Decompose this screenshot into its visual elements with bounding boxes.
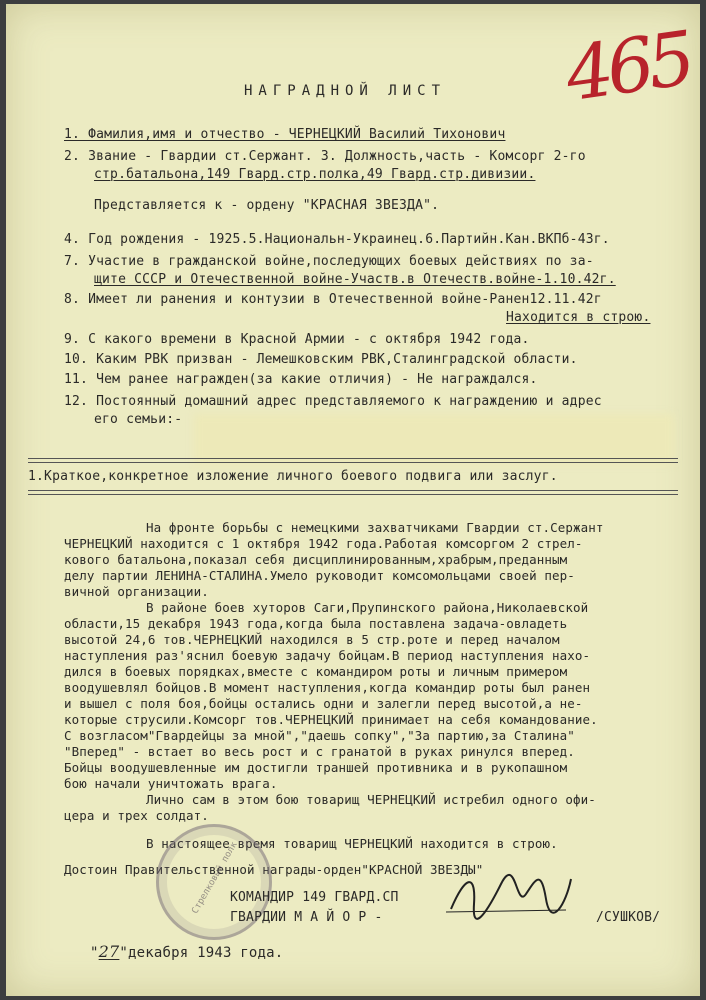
signature-line-1: КОМАНДИР 149 ГВАРД.СП bbox=[230, 890, 399, 905]
divider bbox=[28, 462, 678, 463]
narrative-line: дился в боевых порядках,вместе с командиром роты и личным примером bbox=[64, 664, 568, 679]
narrative-line: С возгласом"Гвардейцы за мной","даешь сопку","За партию,за Сталина" bbox=[64, 728, 575, 743]
field-1-name: 1. Фамилия,имя и отчество - ЧЕРНЕЦКИЙ Василий Тихонович bbox=[64, 127, 506, 142]
nomination-line: Представляется к - ордену "КРАСНАЯ ЗВЕЗДА". bbox=[94, 198, 440, 213]
date-rest: "декабря 1943 года. bbox=[119, 945, 284, 961]
signature-line-2: ГВАРДИИ М А Й О Р - bbox=[230, 910, 383, 925]
narrative-line: воодушевлял бойцов.В момент наступления,когда командир роты был ранен bbox=[64, 680, 591, 695]
document-title: НАГРАДНОЙ ЛИСТ bbox=[244, 83, 447, 99]
narrative-line: На фронте борьбы с немецкими захватчиками Гвардии ст.Сержант bbox=[146, 520, 604, 535]
narrative-line: вичной организации. bbox=[64, 584, 209, 599]
date-prefix: " bbox=[90, 945, 99, 961]
field-2-rank: 2. Звание - Гвардии ст.Сержант. 3. Должность,часть - Комсорг 2-го bbox=[64, 149, 586, 164]
field-9-since: 9. С какого времени в Красной Армии - с октября 1942 года. bbox=[64, 332, 530, 347]
narrative-line: делу партии ЛЕНИНА-СТАЛИНА.Умело руководит комсомольцами своей пер- bbox=[64, 568, 575, 583]
narrative-line: и вышел с поля боя,бойцы остались одни и залегли перед высотой,а не- bbox=[64, 696, 583, 711]
field-11-awards: 11. Чем ранее награжден(за какие отличия) - Не награждался. bbox=[64, 372, 538, 387]
date-line bbox=[90, 942, 283, 961]
narrative-line: В районе боев хуторов Саги,Прупинского района,Николаевской bbox=[146, 600, 589, 615]
narrative-line: ЧЕРНЕЦКИЙ находится с 1 октября 1942 года.Работая комсоргом 2 стрел- bbox=[64, 536, 583, 551]
narrative-line: Достоин Правительственной награды-орден"КРАСНОЙ ЗВЕЗДЫ" bbox=[64, 862, 484, 877]
award-sheet bbox=[6, 4, 700, 996]
handwritten-number: 465 bbox=[560, 15, 695, 119]
narrative-line: Бойцы воодушевленные им достигли траншей противника и в рукопашном bbox=[64, 760, 568, 775]
narrative-line: которые струсили.Комсорг тов.ЧЕРНЕЦКИЙ принимает на себя командование. bbox=[64, 712, 598, 727]
redacted-address bbox=[194, 414, 674, 464]
field-7-cont: щите СССР и Отечественной войне-Участв.в Отечеств.войне-1.10.42г. bbox=[94, 272, 616, 287]
narrative-line: "Вперед" - встает во весь рост и с гранатой в руках ринулся вперед. bbox=[64, 744, 575, 759]
field-8-wounds: 8. Имеет ли ранения и контузии в Отечественной войне-Ранен12.11.42г bbox=[64, 292, 602, 307]
field-4-birth: 4. Год рождения - 1925.5.Национальн-Украинец.6.Партийн.Кан.ВКПб-43г. bbox=[64, 232, 610, 247]
narrative-line: кового батальона,показал себя дисциплинированным,храбрым,преданным bbox=[64, 552, 568, 567]
narrative-line: Лично сам в этом бою товарищ ЧЕРНЕЦКИЙ истребил одного офи- bbox=[146, 792, 596, 807]
narrative-line: В настоящее время товарищ ЧЕРНЕЦКИЙ находится в строю. bbox=[146, 836, 558, 851]
narrative-line: цера и трех солдат. bbox=[64, 808, 209, 823]
narrative-line: бою начали уничтожать врага. bbox=[64, 776, 278, 791]
divider bbox=[28, 494, 678, 495]
divider bbox=[28, 458, 678, 459]
field-7-participation: 7. Участие в гражданской войне,последующих боевых действиях по за- bbox=[64, 254, 594, 269]
narrative-line: области,15 декабря 1943 года,когда была поставлена задача-овладеть bbox=[64, 616, 568, 631]
signature-name: /СУШКОВ/ bbox=[596, 910, 661, 925]
stamp-text: Стрелковый полк bbox=[190, 840, 240, 916]
divider bbox=[28, 490, 678, 491]
narrative-line: наступления раз'яснил боевую задачу бойцам.В период наступления нахо- bbox=[64, 648, 591, 663]
field-8-cont: Находится в строю. bbox=[506, 310, 651, 325]
narrative-line: высотой 24,6 тов.ЧЕРНЕЦКИЙ находился в 5 стр.роте и перед началом bbox=[64, 632, 560, 647]
field-2-unit: стр.батальона,149 Гвард.стр.полка,49 Гвард.стр.дивизии. bbox=[94, 167, 536, 182]
section-title: 1.Краткое,конкретное изложение личного боевого подвига или заслуг. bbox=[28, 469, 558, 484]
field-12-cont: его семьи:- bbox=[94, 412, 183, 427]
field-12-address: 12. Постоянный домашний адрес представляемого к награждению и адрес bbox=[64, 394, 602, 409]
field-10-rvk: 10. Каким РВК призван - Лемешковским РВК,Сталинградской области. bbox=[64, 352, 578, 367]
date-day: 27 bbox=[98, 942, 120, 961]
signature bbox=[446, 864, 576, 924]
